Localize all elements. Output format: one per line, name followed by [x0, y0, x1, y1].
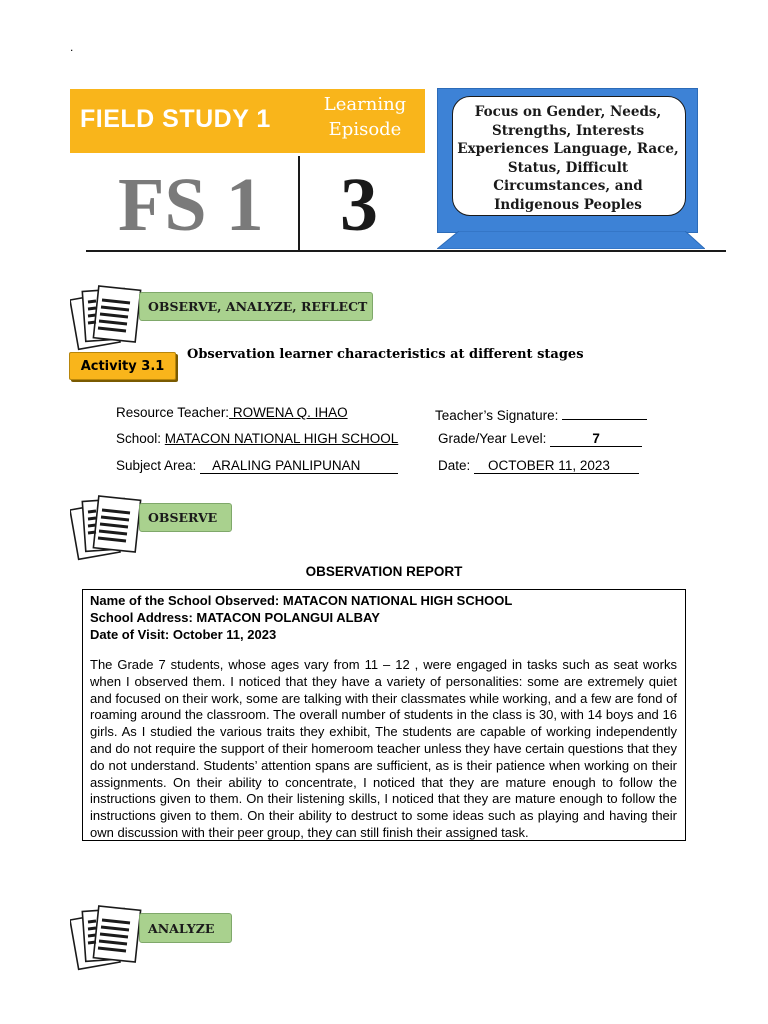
grade-level-row [438, 431, 642, 447]
learning-episode-label [310, 92, 420, 142]
header-horizontal-divider [86, 250, 726, 252]
documents-icon [70, 282, 145, 352]
observe-ribbon: OBSERVE [139, 503, 232, 532]
grade-level-label: Grade/Year Level: [438, 431, 547, 446]
analyze-ribbon: ANALYZE [139, 913, 232, 943]
teacher-signature-blank[interactable] [562, 405, 647, 420]
school-label: School: [116, 431, 162, 446]
focus-topic-text: Focus on Gender, Needs, Strengths, Interests Experiences Language, Race, Status, Difficult Circumstances, and Indigenous Peoples [457, 104, 679, 213]
school-value: MATACON NATIONAL HIGH SCHOOL [164, 431, 399, 446]
date-of-visit: Date of Visit: October 11, 2023 [90, 627, 277, 642]
teacher-signature-label: Teacher’s Signature: [435, 408, 559, 423]
documents-icon [70, 492, 145, 562]
episode-number: 3 [340, 163, 378, 247]
date-label: Date: [438, 458, 471, 473]
activity-title: Observation learner characteristics at different stages [187, 347, 584, 362]
teacher-signature-row [435, 405, 647, 423]
grade-level-value: 7 [550, 431, 642, 447]
resource-teacher-label: Resource Teacher: [116, 405, 230, 420]
school-observed: Name of the School Observed: MATACON NATIONAL HIGH SCHOOL [90, 593, 513, 608]
subject-area-label: Subject Area: [116, 458, 197, 473]
resource-teacher-row [116, 405, 348, 420]
report-header [90, 592, 680, 643]
report-heading: OBSERVATION REPORT [305, 564, 463, 579]
activity-badge: Activity 3.1 [69, 352, 176, 380]
learning-episode-line-1: Learning [323, 94, 407, 115]
school-address: School Address: MATACON POLANGUI ALBAY [90, 610, 380, 625]
learning-episode-line-2: Episode [328, 119, 402, 140]
monitor-stand-icon [437, 231, 705, 249]
course-code: FS 1 [118, 163, 264, 247]
subject-area-value: ARALING PANLIPUNAN [200, 458, 398, 474]
date-row [438, 458, 639, 474]
resource-teacher-value: ROWENA Q. IHAO [229, 405, 348, 420]
header-vertical-divider [298, 156, 300, 251]
date-value: OCTOBER 11, 2023 [474, 458, 639, 474]
subject-area-row [116, 458, 398, 474]
documents-icon [70, 902, 145, 972]
field-study-title: FIELD STUDY 1 [80, 105, 271, 133]
page-mark: . [70, 40, 74, 54]
school-row [116, 431, 398, 446]
observe-analyze-reflect-ribbon: OBSERVE, ANALYZE, REFLECT [139, 292, 373, 321]
report-body: The Grade 7 students, whose ages vary from 11 – 12 , were engaged in tasks such as seat works when I observed them. I noticed that they have a variety of personalities: some are extremely quiet and focused on their work, some are talking with their classmates while working, and a few are fond of roaming around the classroom. The overall number of students in the class is 30, with 14 boys and 16 girls. As I studied the various traits they exhibit, The students are capable of working independently and do not require the support of their homeroom teacher unless they have certain questions that they do not understand. Students’ attention spans are sufficient, as is their patience when working on their assignments. On their ability to concentrate, I noticed that they are mature enough to follow the instructions given to them. On their listening skills, I noticed that they are mature enough to follow the instructions given to them. On their ability to destruct to some ideas such as playing and having their own discussion with their peer group, they can still finish their assigned task. [90, 657, 677, 840]
